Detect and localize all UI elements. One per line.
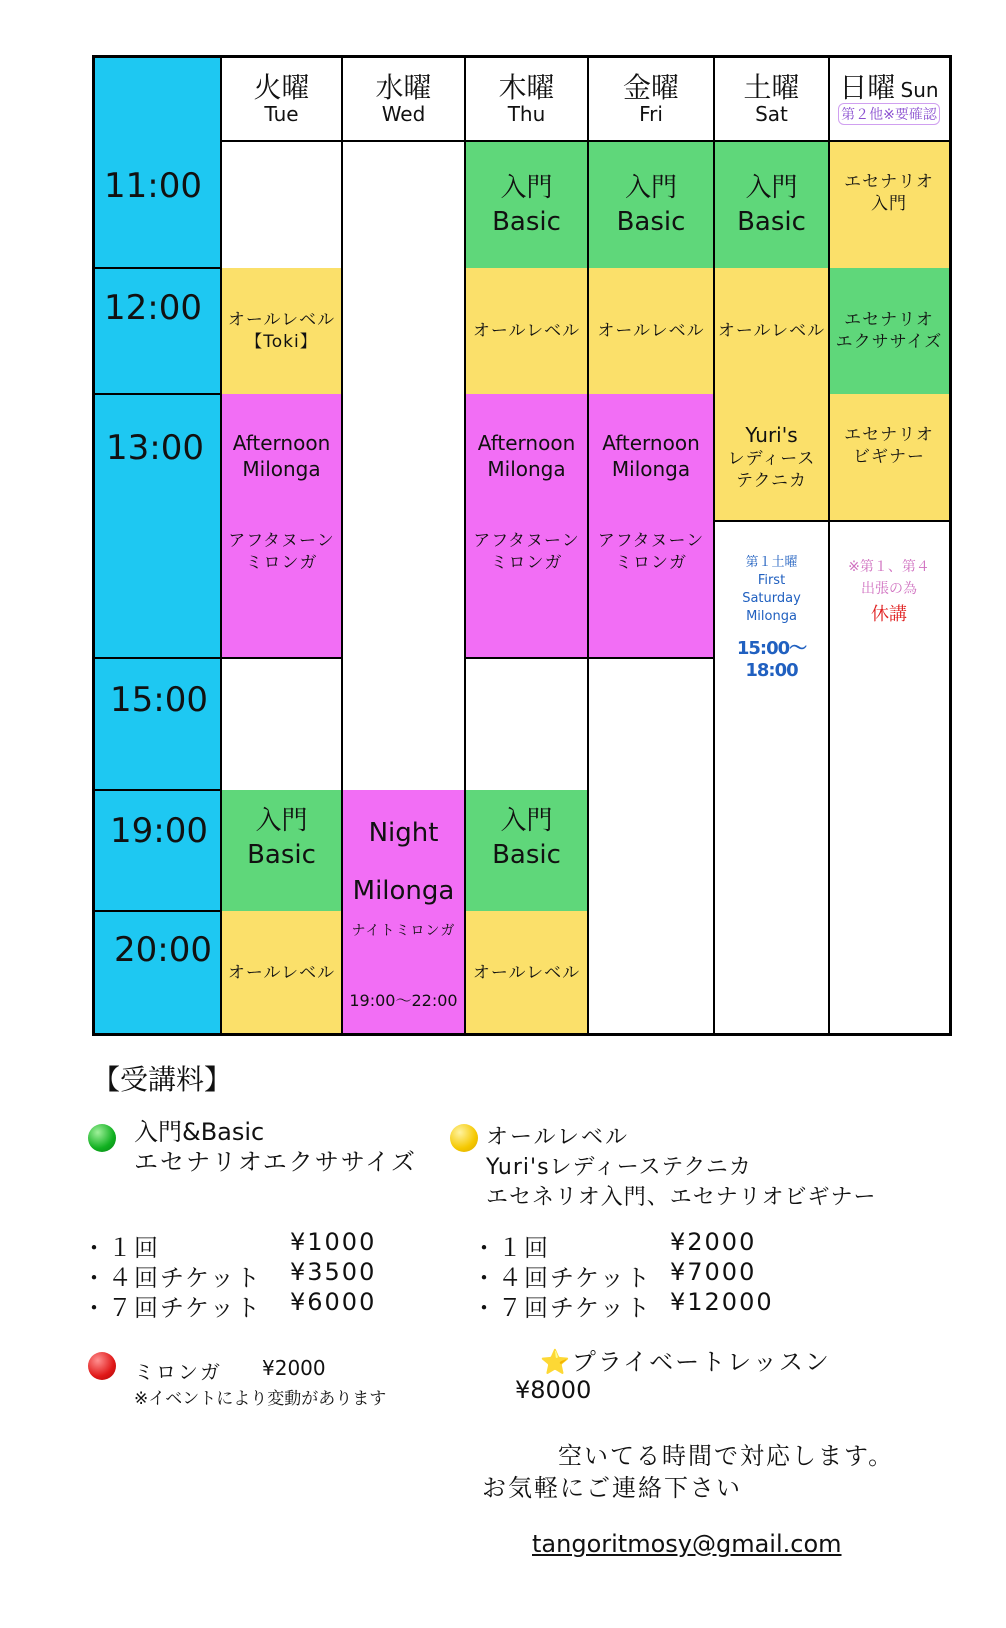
day-en: Sun <box>900 78 939 102</box>
grid-line <box>220 55 222 1036</box>
class-en: Basic <box>492 206 561 237</box>
night-time: 19:00～22:00 <box>349 991 458 1010</box>
grid-line <box>587 55 589 1036</box>
private-lesson-price: ¥8000 <box>515 1376 592 1404</box>
header-fri <box>588 57 714 141</box>
price-label: ・１回 <box>472 1234 550 1262</box>
sun-11-esena-intro <box>829 141 949 268</box>
class-line: オールレベル <box>227 962 336 983</box>
grid-line <box>92 393 222 395</box>
tue-19-basic <box>221 790 342 911</box>
time-11: 11:00 <box>104 166 202 206</box>
price-value: ¥12000 <box>670 1288 774 1316</box>
grid-line <box>828 55 830 1036</box>
yellow-group-line-3: エセネリオ入門、エセナリオビギナー <box>486 1185 877 1210</box>
class-jp: 入門 <box>500 806 553 836</box>
time-15: 15:00 <box>110 680 208 720</box>
day-en: Wed <box>381 102 426 126</box>
time-column <box>94 141 221 1034</box>
milonga-label: ミロンガ <box>134 1360 222 1384</box>
class-line: 入門 <box>871 194 907 214</box>
class-en: Basic <box>492 840 561 870</box>
grid-line <box>92 55 95 1036</box>
grid-line <box>465 657 715 659</box>
header-sat <box>714 57 829 141</box>
price-label: ・７回チケット <box>82 1294 262 1322</box>
class-line: Milonga <box>487 457 566 481</box>
class-line: エセナリオ <box>844 172 934 192</box>
price-value: ¥6000 <box>290 1288 377 1316</box>
first-sat-time: 15:00～18:00 <box>736 638 807 681</box>
thu-19-basic <box>465 790 588 911</box>
yellow-group-line-1: オールレベル <box>486 1125 630 1150</box>
price-value: ¥1000 <box>290 1228 377 1256</box>
time-19: 19:00 <box>110 811 208 851</box>
class-line: オールレベル <box>597 321 705 341</box>
class-line: Milonga <box>611 457 691 481</box>
grid-line <box>92 267 222 269</box>
note-line: Milonga <box>746 609 797 624</box>
class-line: ミロンガ <box>245 553 318 573</box>
class-en: Basic <box>737 206 806 237</box>
class-line: アフタヌーン <box>228 531 335 551</box>
note-line: 休講 <box>871 604 907 625</box>
note-line: First <box>757 573 786 588</box>
green-group-line-1: 入門&Basic <box>134 1118 265 1146</box>
day-jp: 水曜 <box>375 71 432 104</box>
class-line: オールレベル <box>717 321 826 341</box>
class-jp: 入門 <box>745 172 798 203</box>
sun-12-esena-exercise <box>829 268 949 394</box>
class-line: レディース <box>727 449 816 469</box>
sat-11-basic <box>714 141 829 268</box>
price-label: ・４回チケット <box>82 1264 262 1292</box>
grid-line <box>221 657 343 659</box>
class-line: ミロンガ <box>490 553 563 573</box>
contact-email-link[interactable]: tangoritmosy@gmail.com <box>532 1530 842 1558</box>
day-en: Fri <box>639 102 663 126</box>
day-jp: 土曜 <box>743 71 800 104</box>
class-line: ビギナー <box>853 447 925 467</box>
class-line: オールレベル <box>472 962 581 983</box>
green-dot-icon <box>88 1124 116 1152</box>
day-jp: 日曜 <box>839 71 896 104</box>
day-en: Thu <box>507 102 546 126</box>
note-line: 第１土曜 <box>745 555 798 570</box>
day-jp: 木曜 <box>498 71 555 104</box>
price-value: ¥7000 <box>670 1258 757 1286</box>
header-sun <box>829 57 949 141</box>
grid-line <box>92 657 222 659</box>
private-lesson-label: ⭐️プライベートレッスン <box>540 1348 831 1376</box>
green-group-line-2: エセナリオエクササイズ <box>134 1148 417 1176</box>
thu-12-all-level <box>465 268 588 394</box>
class-line: エセナリオ <box>844 425 934 445</box>
private-note-1: 空いてる時間で対応します。 <box>558 1442 895 1470</box>
note-line: Saturday <box>742 591 801 606</box>
class-line: オールレベル <box>227 310 336 330</box>
milonga-price: ¥2000 <box>262 1356 326 1380</box>
wed-19-night-milonga <box>342 790 465 1034</box>
note-line: 出張の為 <box>861 581 917 597</box>
thu-20-all-level <box>465 911 588 1034</box>
grid-line <box>464 55 466 1036</box>
tue-12-all-level <box>221 268 342 394</box>
grid-line <box>714 520 950 522</box>
tue-13-afternoon-milonga <box>221 394 342 658</box>
class-line: エセナリオ <box>844 310 934 330</box>
sun-note: 第２他※要確認 <box>838 103 940 125</box>
class-line: アフタヌーン <box>597 531 705 551</box>
class-line: オールレベル <box>472 321 581 341</box>
class-line: Milonga <box>242 457 321 481</box>
fri-11-basic <box>588 141 714 268</box>
class-en: Basic <box>616 206 686 237</box>
sun-13-esena-beginner <box>829 394 949 520</box>
sat-first-saturday-milonga <box>714 554 829 681</box>
private-note-2: お気軽にご連絡下さい <box>482 1474 742 1502</box>
grid-line <box>92 910 222 912</box>
class-line: ミロンガ <box>615 553 687 573</box>
time-12: 12:00 <box>104 288 202 328</box>
class-line: Milonga <box>352 876 455 906</box>
fri-12-all-level <box>588 268 714 394</box>
class-en: Basic <box>247 840 316 870</box>
grid-line <box>341 55 343 1036</box>
header-thu <box>465 57 588 141</box>
day-en: Sat <box>755 102 788 126</box>
class-line: テクニカ <box>736 471 807 491</box>
yellow-dot-icon <box>450 1124 478 1152</box>
class-line: Afternoon <box>602 431 700 455</box>
grid-line <box>713 55 715 1036</box>
time-13: 13:00 <box>106 428 204 468</box>
class-jp: 入門 <box>624 172 677 203</box>
class-line: Night <box>368 818 439 848</box>
class-jp: 入門 <box>500 172 553 203</box>
header-tue <box>221 57 342 141</box>
yellow-group-line-2: Yuri'sレディーステクニカ <box>486 1155 752 1180</box>
day-jp: 金曜 <box>622 71 679 104</box>
red-dot-icon <box>88 1352 116 1380</box>
time-column-header <box>94 57 221 141</box>
class-line: Yuri's <box>745 423 798 447</box>
thu-13-afternoon-milonga <box>465 394 588 658</box>
price-value: ¥3500 <box>290 1258 377 1286</box>
header-wed <box>342 57 465 141</box>
day-jp: 火曜 <box>253 71 310 104</box>
thu-11-basic <box>465 141 588 268</box>
class-line: Afternoon <box>477 431 576 455</box>
sun-cancellation-note <box>829 556 949 636</box>
class-line: ナイトミロンガ <box>351 923 456 939</box>
class-line: アフタヌーン <box>473 531 580 551</box>
grid-line <box>221 140 951 142</box>
class-line: Afternoon <box>232 431 331 455</box>
sat-12-all-level <box>714 268 829 394</box>
class-line: 【Toki】 <box>245 332 318 352</box>
price-value: ¥2000 <box>670 1228 757 1256</box>
price-label: ・１回 <box>82 1234 160 1262</box>
sat-13-yuri-technica <box>714 394 829 520</box>
grid-line <box>92 789 222 791</box>
fees-title: 【受講料】 <box>92 1063 233 1096</box>
class-jp: 入門 <box>255 806 308 836</box>
price-label: ・７回チケット <box>472 1294 652 1322</box>
fri-13-afternoon-milonga <box>588 394 714 658</box>
time-20: 20:00 <box>114 930 212 970</box>
note-line: ※第１、第４ <box>848 559 930 575</box>
tue-20-all-level <box>221 911 342 1034</box>
day-en: Tue <box>264 102 299 126</box>
price-label: ・４回チケット <box>472 1264 652 1292</box>
milonga-note: ※イベントにより変動があります <box>134 1389 387 1409</box>
grid-line <box>949 55 952 1036</box>
class-line: エクササイズ <box>835 332 943 352</box>
